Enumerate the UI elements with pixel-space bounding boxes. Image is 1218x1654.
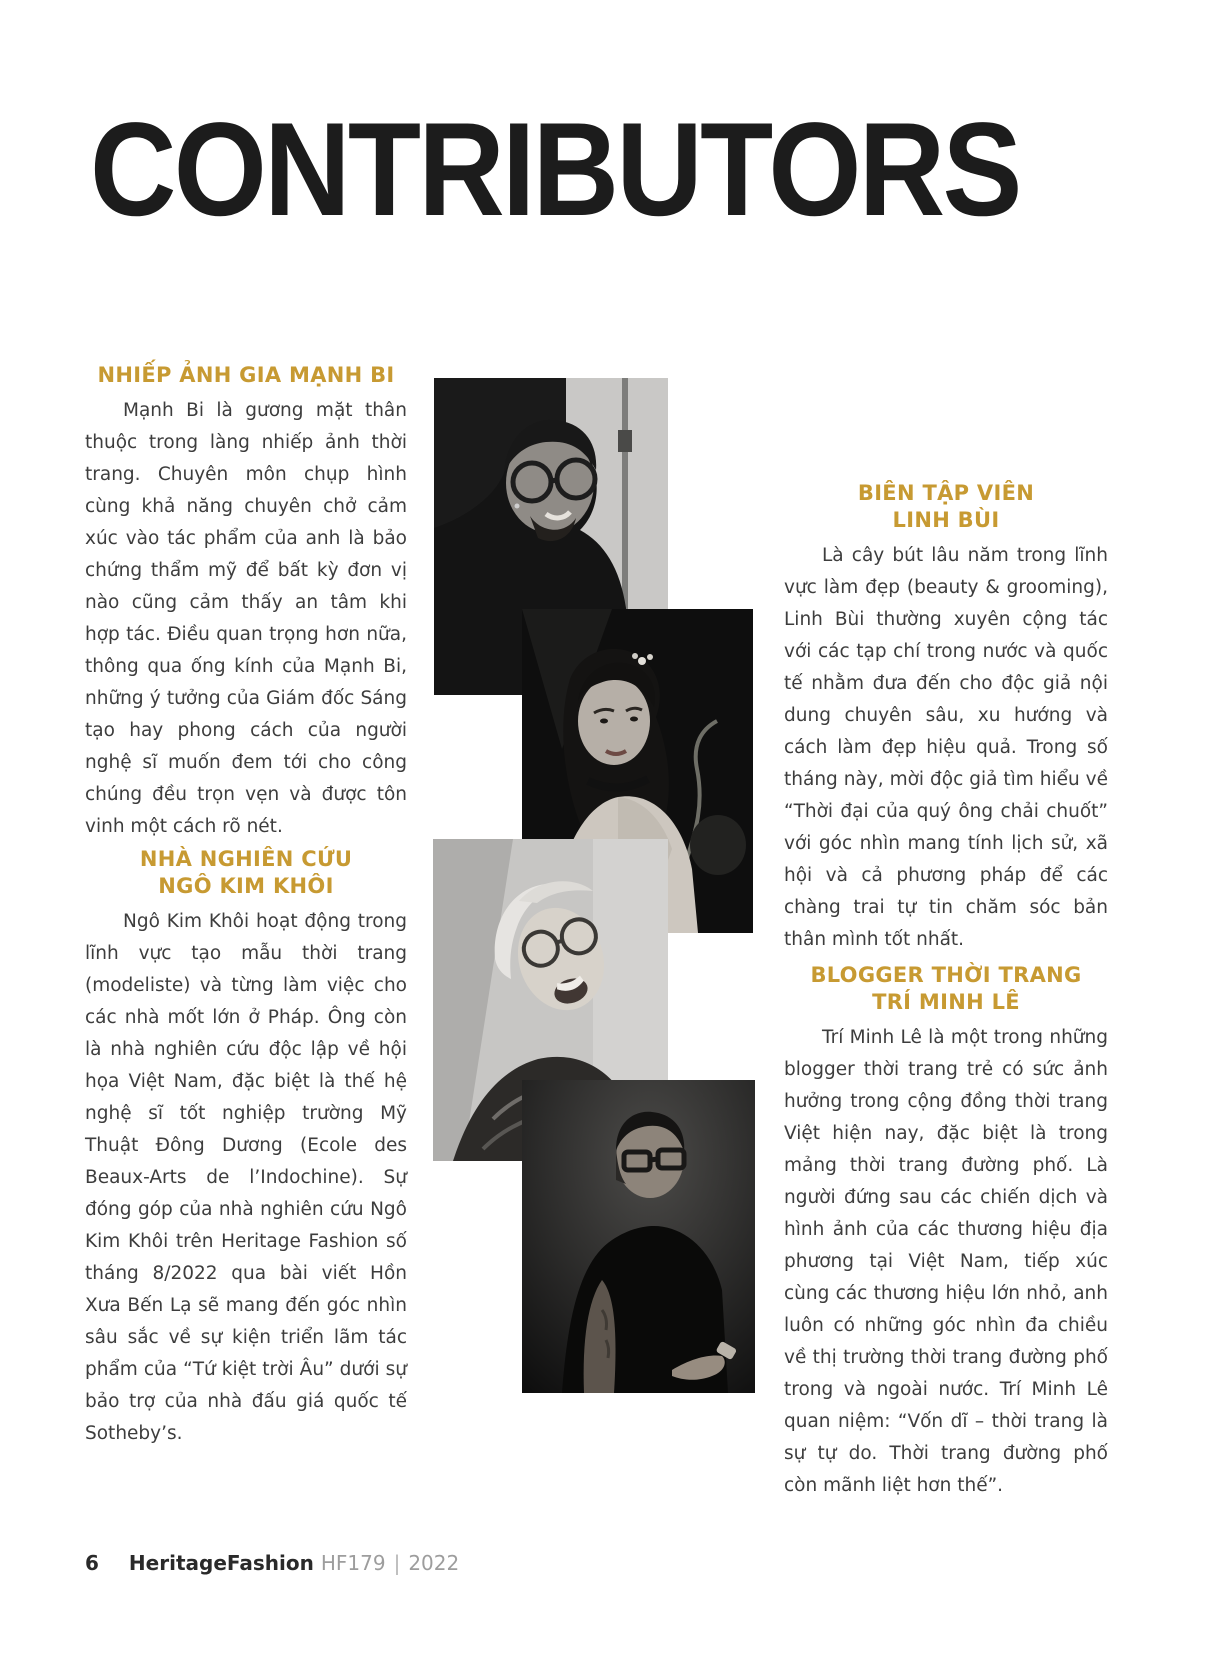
magazine-brand: HeritageFashion [128, 1551, 314, 1575]
section-body-tri-minh-le: Trí Minh Lê là một trong những blogger thời trang trẻ có sức ảnh hưởng trong cộng đồng thời trang Việt hiện nay, đặc biệt là trong mảng thời trang đường phố. Là người đứng sau các chiến dịch và hình ảnh của các thương hiệu địa phương tại Việt Nam, tiếp xúc cùng các thương hiệu lớn nhỏ, anh luôn có những góc nhìn đa chiều về thị trường thời trang đường phố trong và ngoài nước. Trí Minh Lê quan niệm: “Vốn dĩ – thời trang là sự tự do. Thời trang đường phố còn mãnh liệt hơn thế”. [784, 1027, 1108, 1496]
footer-divider: | [393, 1551, 401, 1575]
page-number: 6 [85, 1551, 99, 1575]
portrait-tri-minh-le-photo [522, 1080, 755, 1393]
heading-line: BIÊN TẬP VIÊN [857, 481, 1035, 505]
section-heading-tri-minh-le [784, 962, 1108, 1016]
issue-code: HF179 [320, 1551, 386, 1575]
section-heading-manh-bi [85, 362, 407, 389]
heading-line: TRÍ MINH LÊ [872, 990, 1020, 1014]
section-body-manh-bi: Mạnh Bi là gương mặt thân thuộc trong làng nhiếp ảnh thời trang. Chuyên môn chụp hình cùng khả năng chuyên chở cảm xúc vào tác phẩm của anh là bảo chứng thẩm mỹ để bất kỳ đơn vị nào cũng cảm thấy an tâm khi hợp tác. Điều quan trọng hơn nữa, thông qua ống kính của Mạnh Bi, những ý tưởng của Giám đốc Sáng tạo hay phong cách của người nghệ sĩ muốn đem tới cho công chúng đều trọn vẹn và được tôn vinh một cách rõ nét. [85, 400, 407, 837]
section-heading-ngo-kim-khoi [85, 846, 407, 900]
heading-line: LINH BÙI [892, 508, 1000, 532]
section-heading-linh-bui [784, 480, 1108, 534]
portrait-tri-minh-le-image [522, 1080, 755, 1393]
page-footer [85, 1551, 459, 1575]
heading-line: NGÔ KIM KHÔI [158, 874, 334, 898]
heading-line: NHIẾP ẢNH GIA MẠNH BI [97, 363, 395, 387]
issue-year: 2022 [408, 1551, 460, 1575]
section-linh-bui [784, 480, 1108, 956]
heading-line: NHÀ NGHIÊN CỨU [139, 847, 353, 871]
section-tri-minh-le [784, 962, 1108, 1502]
section-body-linh-bui: Là cây bút lâu năm trong lĩnh vực làm đẹp (beauty & grooming), Linh Bùi thường xuyên cộng tác với các tạp chí trong nước và quốc tế nhằm đưa đến cho độc giả nội dung chuyên sâu, xu hướng và cách làm đẹp hiệu quả. Trong số tháng này, mời độc giả tìm hiểu về “Thời đại của quý ông chải chuốt” với góc nhìn mang tính lịch sử, xã hội và cả phương pháp để các chàng trai tự tin chăm sóc bản thân mình tốt nhất. [784, 545, 1108, 950]
section-manh-bi [85, 362, 407, 843]
heading-line: BLOGGER THỜI TRANG [810, 963, 1082, 987]
page-title: CONTRIBUTORS [90, 96, 1020, 244]
section-ngo-kim-khoi [85, 846, 407, 1450]
section-body-ngo-kim-khoi: Ngô Kim Khôi hoạt động trong lĩnh vực tạo mẫu thời trang (modeliste) và từng làm việc cho các nhà mốt lớn ở Pháp. Ông còn là nhà nghiên cứu độc lập về hội họa Việt Nam, đặc biệt là thế hệ nghệ sĩ tốt nghiệp trường Mỹ Thuật Đông Dương (Ecole des Beaux-Arts de l’Indochine). Sự đóng góp của nhà nghiên cứu Ngô Kim Khôi trên Heritage Fashion số tháng 8/2022 qua bài viết Hồn Xưa Bến Lạ sẽ mang đến góc nhìn sâu sắc về sự kiện triển lãm tác phẩm của “Tứ kiệt trời Âu” dưới sự bảo trợ của nhà đấu giá quốc tế Sotheby’s. [85, 911, 407, 1444]
